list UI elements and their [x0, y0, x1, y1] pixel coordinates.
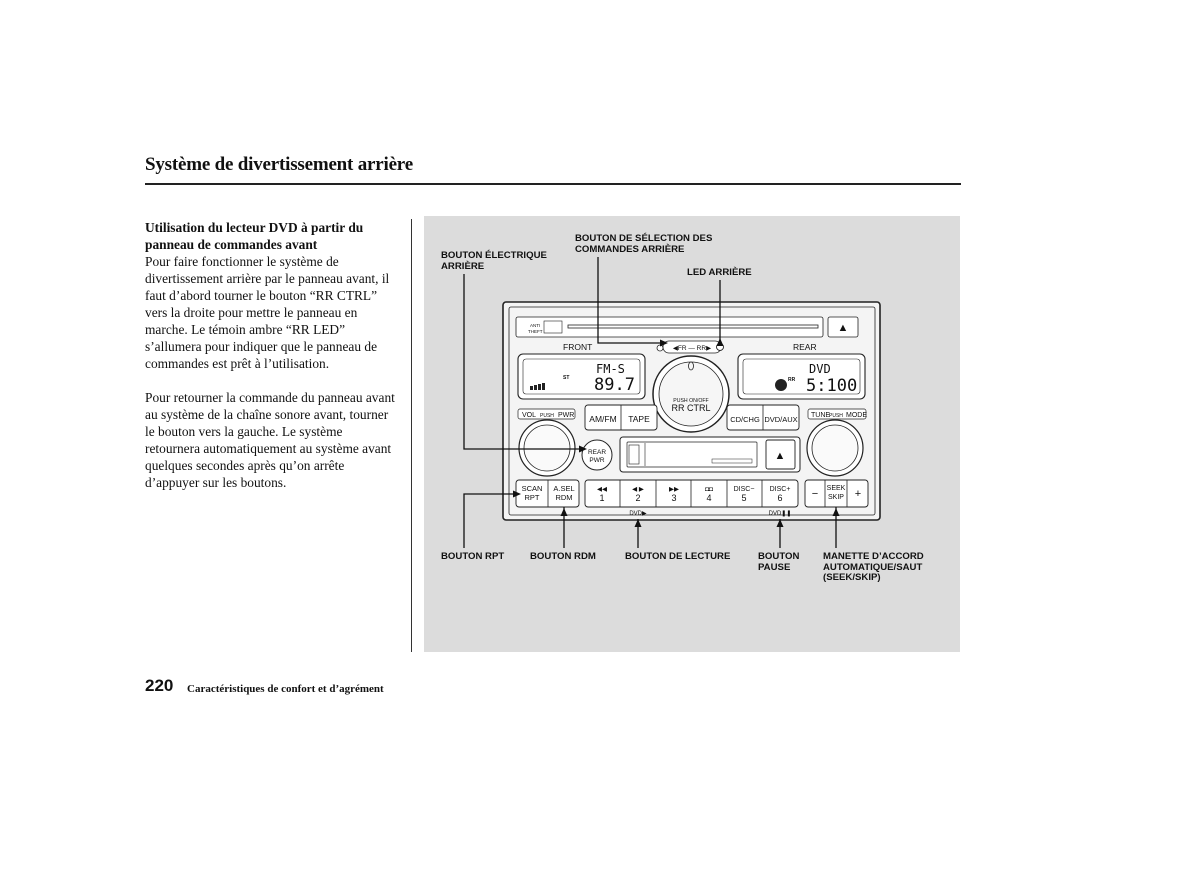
scan-button-label: SCAN: [521, 484, 543, 493]
preset-buttons-group: [585, 480, 798, 507]
front-display-mode: FM-S: [596, 362, 625, 376]
tune-mode-label: MODE: [846, 412, 867, 419]
anti-theft-label-1: ANTI: [530, 323, 541, 328]
knob-push-label: PUSH ON/OFF: [673, 398, 709, 404]
preset-4-label: 4: [706, 493, 712, 503]
preset-3-symbol: ▶▶: [669, 486, 679, 493]
footer-section-title: Caractéristiques de confort et d’agrément: [187, 683, 384, 695]
dvd-aux-button-label: DVD/AUX: [764, 415, 798, 424]
fr-rr-text: ◀FR — RR▶: [672, 345, 712, 352]
seek-label: SEEK: [826, 485, 846, 492]
callout-power: BOUTON ÉLECTRIQUE ARRIÈRE: [441, 250, 547, 272]
rdm-button-label: RDM: [555, 493, 573, 502]
preset-2-symbol: ◀ ▶: [632, 486, 644, 493]
preset-5-symbol: DISC−: [733, 486, 755, 493]
tune-push-label: PUSH: [829, 413, 843, 419]
rear-pwr-label-2: PWR: [589, 457, 605, 464]
rear-display-rr-indicator: [775, 379, 787, 391]
preset-2-label: 2: [635, 493, 641, 503]
callout-seek: MANETTE D’ACCORD AUTOMATIQUE/SAUT (SEEK/SKIP): [823, 551, 924, 583]
tune-label: TUNE: [811, 412, 831, 419]
rear-display-mode: DVD: [809, 362, 831, 376]
rear-label: REAR: [793, 342, 817, 352]
callout-pause: BOUTON PAUSE: [758, 551, 800, 573]
callout-led: LED ARRIÈRE: [687, 267, 752, 278]
tape-eject-icon: ▲: [774, 450, 786, 462]
rear-pwr-label-1: REAR: [587, 449, 607, 456]
vol-label: VOL: [522, 412, 537, 419]
preset-6-symbol: DISC+: [769, 486, 791, 493]
rear-display-value: 5:100: [806, 376, 858, 396]
front-display-st: ST: [563, 375, 570, 381]
page-number: 220: [145, 676, 174, 695]
cd-slot: [568, 325, 818, 328]
callout-rdm: BOUTON RDM: [530, 551, 596, 562]
vol-pwr-label: PWR: [558, 412, 575, 419]
dvd-play-label: DVD▶: [629, 511, 647, 517]
paragraph-2: Pour retourner la commande du panneau avant au système de la chaîne sonore avant, tourner le bouton vers la gauche. Le système retournera automatiquement au système avant quelques secondes après qu’on arrête d’appuyer sur les boutons.: [145, 390, 395, 490]
seek-plus: +: [854, 488, 862, 500]
preset-1-symbol: ◀◀: [597, 486, 607, 493]
cd-chg-button-label: CD/CHG: [730, 415, 760, 424]
preset-5-label: 5: [741, 493, 747, 503]
tape-button-label: TAPE: [628, 414, 650, 424]
rpt-button-label: RPT: [524, 493, 540, 502]
preset-3-label: 3: [671, 493, 677, 503]
dvd-pause-label: DVD❚❚: [768, 511, 792, 517]
section-subheading: Utilisation du lecteur DVD à partir du panneau de commandes avant: [145, 220, 364, 252]
anti-theft-label-2: THEFT: [528, 329, 543, 334]
front-label: FRONT: [563, 342, 593, 352]
cd-eject-icon: ▲: [837, 322, 849, 334]
preset-4-symbol: ◘◘: [705, 486, 713, 493]
vol-push-label: PUSH: [540, 413, 554, 419]
seek-minus: −: [811, 488, 819, 500]
preset-6-label: 6: [777, 493, 783, 503]
callout-select: BOUTON DE SÉLECTION DES COMMANDES ARRIÈRE: [575, 233, 713, 255]
knob-label: RR CTRL: [671, 403, 711, 413]
page-title: Système de divertissement arrière: [145, 154, 413, 175]
paragraph-1: Pour faire fonctionner le système de divertissement arrière par le panneau avant, il faut d’abord tourner le bouton “RR CTRL” vers la droite pour mettre le panneau en marche. Le témoin ambre “RR LED” s’allumera pour indiquer que le panneau de commandes est prêt à l’utilisation.: [145, 254, 390, 371]
callout-play: BOUTON DE LECTURE: [625, 551, 731, 562]
callout-rpt: BOUTON RPT: [441, 551, 505, 562]
rear-display-rr: RR: [788, 377, 796, 383]
skip-label: SKIP: [828, 494, 844, 501]
preset-1-label: 1: [599, 493, 605, 503]
asel-button-label: A.SEL: [553, 484, 575, 493]
am-fm-button-label: AM/FM: [589, 414, 617, 424]
front-display-frequency: 89.7: [594, 375, 635, 395]
